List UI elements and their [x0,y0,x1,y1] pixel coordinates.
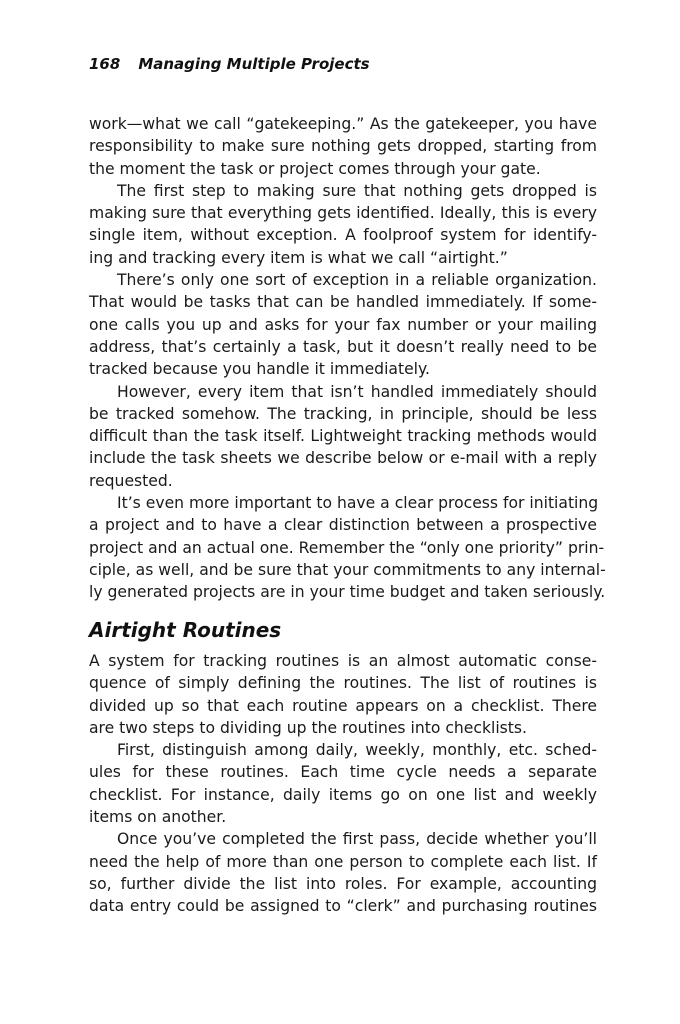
text-line: need the help of more than one person to complete each list. If [89,852,597,871]
text-line: ly generated projects are in your time budget and taken seriously. [89,583,606,602]
body-text-block-1 [89,113,606,604]
section-heading: Airtight Routines [89,618,282,642]
text-line: making sure that everything gets identified. Ideally, this is every [89,204,597,223]
text-line: difficult than the task itself. Lightweight tracking methods would [89,427,597,446]
text-line: There’s only one sort of exception in a reliable organization. [117,271,597,290]
running-head-title: Managing Multiple Projects [138,55,370,73]
text-line: First, distinguish among daily, weekly, monthly, etc. sched- [117,741,597,760]
text-line: checklist. For instance, daily items go on one list and weekly [89,785,597,804]
text-line: ules for these routines. Each time cycle needs a separate [89,763,597,782]
text-line: That would be tasks that can be handled immediately. If some- [89,293,597,312]
text-line: items on another. [89,808,227,827]
text-line: a project and to have a clear distinction between a prospective [89,516,597,535]
text-line: single item, without exception. A foolproof system for identify- [89,226,597,245]
body-text-block-2 [89,650,597,918]
text-line: The first step to making sure that nothing gets dropped is [117,181,597,200]
text-line: ciple, as well, and be sure that your commitments to any internal- [89,560,606,579]
text-line: data entry could be assigned to “clerk” and purchasing routines [89,897,597,916]
text-line: one calls you up and asks for your fax number or your mailing [89,315,597,334]
text-line: requested. [89,471,173,490]
text-line: However, every item that isn’t handled immediately should [117,382,597,401]
text-line: ing and tracking every item is what we call “airtight.” [89,248,508,267]
text-line: address, that’s certainly a task, but it doesn’t really need to be [89,337,597,356]
text-line: the moment the task or project comes through your gate. [89,159,541,178]
text-line: tracked because you handle it immediately. [89,360,430,379]
text-line: quence of simply defining the routines. The list of routines is [89,674,597,693]
text-line: divided up so that each routine appears on a checklist. There [89,696,597,715]
page-number: 168 [89,55,121,73]
text-line: project and an actual one. Remember the “only one priority” prin- [89,538,605,557]
text-line: responsibility to make sure nothing gets dropped, starting from [89,137,597,156]
text-line: work—what we call “gatekeeping.” As the gatekeeper, you have [89,115,597,133]
text-line: A system for tracking routines is an almost automatic conse- [89,652,597,670]
text-line: It’s even more important to have a clear process for initiating [117,494,599,513]
text-line: are two steps to dividing up the routines into checklists. [89,718,527,737]
text-line: include the task sheets we describe below or e-mail with a reply [89,449,597,468]
text-line: so, further divide the list into roles. For example, accounting [89,874,597,893]
text-line: be tracked somehow. The tracking, in principle, should be less [89,404,597,423]
running-head [89,55,370,73]
text-line: Once you’ve completed the first pass, decide whether you’ll [117,830,597,849]
